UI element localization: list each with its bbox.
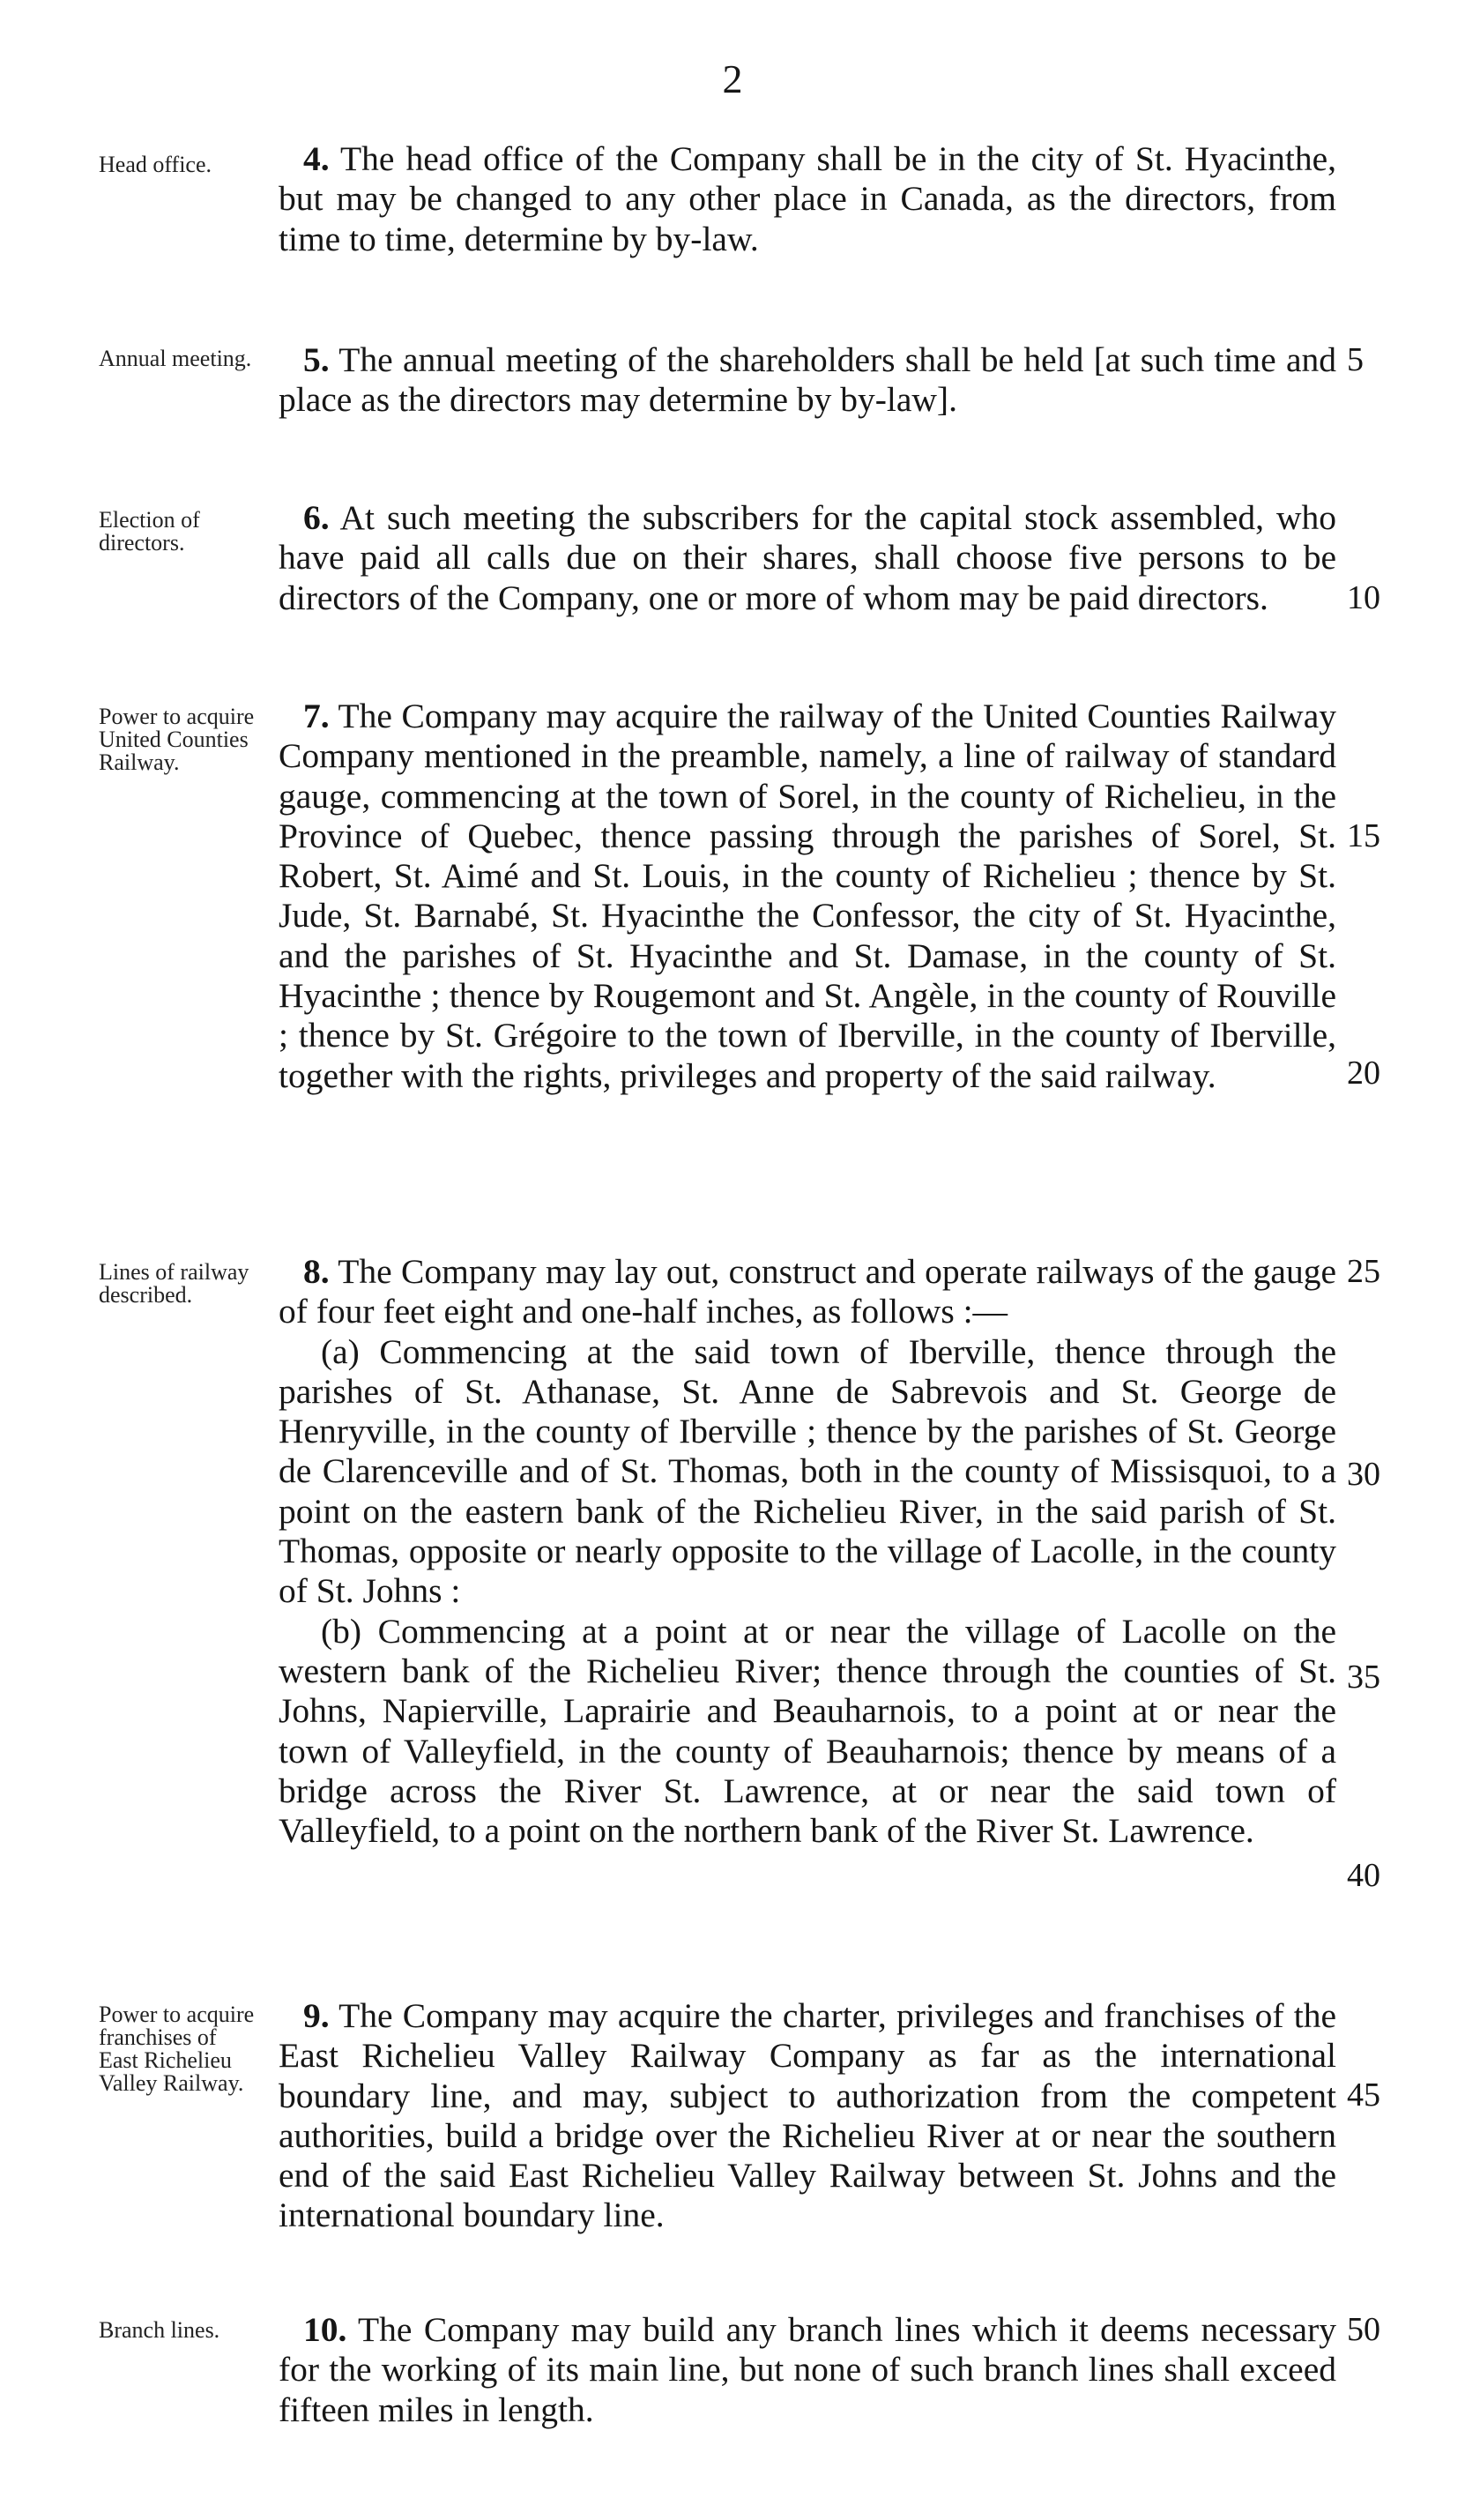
line-number: 50 — [1347, 2311, 1380, 2348]
line-number: 20 — [1347, 1055, 1380, 1092]
paragraph: The Company may acquire the railway of the United Counties Railway Company mentioned in the preamble, namely, a line of railway of standard gauge, commencing at the town of Sorel, in the county of Richelieu, in the Province of Quebec, thence passing through the parishes of Sorel, St. Robert, St. Aimé and St. Louis, in the county of Richelieu ; thence by St. Jude, St. Barnabé, St. Hyacinthe the Confessor, the city of St. Hyacinthe, and the parishes of St. Hyacinthe and St. Damase, in the county of St. Hyacinthe ; thence by Rougemont and St. Angèle, in the county of Rouville ; thence by St. Grégoire to the town of Iberville, in the county of Iberville, together with the rights, privileges and property of the said railway. — [279, 697, 1336, 1095]
section-number: 6. — [303, 498, 330, 537]
line-number: 5 — [1347, 341, 1364, 378]
section-number: 9. — [303, 1996, 330, 2035]
paragraph: The annual meeting of the shareholders shall be held [at such time and place as the directors may determine by by-law]. — [279, 340, 1336, 420]
paragraph: The Company may build any branch lines which it deems necessary for the working of its main line, but none of such branch lines shall exceed fifteen miles in length. — [279, 2310, 1336, 2429]
margin-note: Branch lines. — [99, 2317, 220, 2343]
section-number: 7. — [303, 697, 330, 735]
line-number: 30 — [1347, 1456, 1380, 1493]
line-number: 35 — [1347, 1659, 1380, 1696]
line-number: 10 — [1347, 579, 1380, 616]
paragraph: The Company may lay out, construct and operate railways of the gauge of four feet eight and one-half inches, as follows :— — [279, 1252, 1336, 1331]
section-body — [279, 2310, 1336, 2430]
section-number: 10. — [303, 2310, 347, 2349]
section-body — [279, 139, 1336, 259]
margin-note: Head office. — [99, 152, 212, 177]
margin-note: Annual meeting. — [99, 346, 252, 371]
margin-note: Lines of railway described. — [99, 1259, 249, 1308]
paragraph: At such meeting the subscribers for the capital stock assembled, who have paid all calls due on their shares, shall choose five persons to be directors of the Company, one or more of whom may be paid directors. — [279, 498, 1336, 617]
section-body — [279, 697, 1336, 1096]
section-number: 4. — [303, 139, 330, 178]
margin-note: Election of directors. — [99, 507, 200, 555]
line-number: 45 — [1347, 2076, 1380, 2114]
paragraph: (a) Commencing at the said town of Iberville, thence through the parishes of St. Athanase, St. Anne de Sabrevois and St. George de Henryville, in the county of Iberville ; thence by the parishes of St. George de Clarenceville and of St. Thomas, both in the county of Missisquoi, to a point on the eastern bank of the Richelieu River, in the said parish of St. Thomas, opposite or nearly opposite to the village of Lacolle, in the county of St. Johns : — [279, 1331, 1336, 1611]
line-number: 15 — [1347, 817, 1380, 854]
paragraph: (b) Commencing at a point at or near the village of Lacolle on the western bank of the Richelieu River; thence through the counties of St. Johns, Napierville, Laprairie and Beauharnois, to a point at or near the town of Valleyfield, in the county of Beauharnois; thence by means of a bridge across the River St. Lawrence, at or near the said town of Valleyfield, to a point on the northern bank of the River St. Lawrence. — [279, 1611, 1336, 1851]
paragraph: The head office of the Company shall be in the city of St. Hyacinthe, but may be changed to any other place in Canada, as the directors, from time to time, determine by by-law. — [279, 139, 1336, 258]
page-number: 2 — [722, 56, 743, 101]
section-body — [279, 1252, 1336, 1851]
line-number: 40 — [1347, 1857, 1380, 1894]
section-body — [279, 498, 1336, 618]
section-body — [279, 340, 1336, 421]
margin-note: Power to acquire United Counties Railway. — [99, 704, 255, 775]
line-number: 25 — [1347, 1253, 1380, 1290]
section-number: 5. — [303, 340, 330, 379]
section-body — [279, 1996, 1336, 2236]
margin-note: Power to acquire franchises of East Richelieu Valley Railway. — [99, 2002, 255, 2096]
paragraph: The Company may acquire the charter, privileges and franchises of the East Richelieu Valley Railway Company as far as the international boundary line, and may, subject to authorization from the competent authorities, build a bridge over the Richelieu River at or near the southern end of the said East Richelieu Valley Railway between St. Johns and the international boundary line. — [279, 1996, 1336, 2235]
section-number: 8. — [303, 1252, 330, 1291]
